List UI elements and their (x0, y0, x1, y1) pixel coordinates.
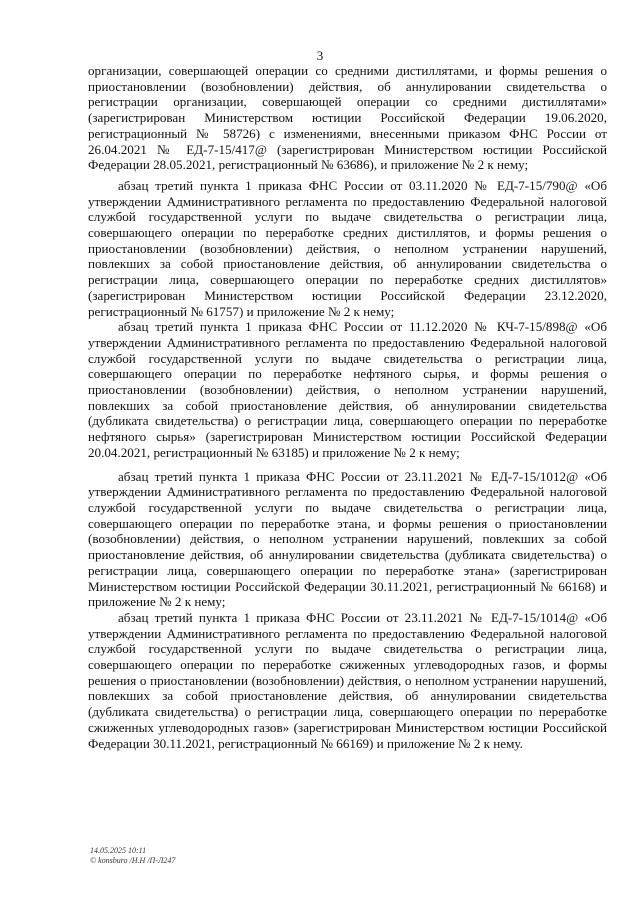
footer-source: © konsburo /Н.Н /П-Л247 (90, 856, 176, 865)
page-number: 3 (316, 48, 324, 63)
footer-timestamp: 14.05.2025 10:11 (90, 846, 147, 855)
paragraph-order-kch-7-15-898: абзац третий пункта 1 приказа ФНС России от 11.12.2020 № КЧ-7-15/898@ «Об утверждении Административного регламента по предоставлению Федеральной налоговой службой государственной услуги по выдаче свидетельства о регистрации лица, совершающего операции по переработке нефтяного сырья, и формы решения о приостановлении (возобновлении) действия, о неполном устранении нарушений, повлекших за собой приостановление действия, об аннулировании свидетельства (дубликата свидетельства) о регистрации лица, совершающего операции по переработке нефтяного сырья» (зарегистрирован Министерством юстиции Российской Федерации 20.04.2021, регистрационный № 63185) и приложение № 2 к нему; (88, 319, 607, 460)
paragraph-continuation: организации, совершающей операции со средними дистиллятами, и формы решения о приостановлении (возобновлении) действия, об аннулировании свидетельства о регистрации организации, совершающей операции со средними дистиллятами» (зарегистрирован Министерством юстиции Российской Федерации 19.06.2020, регистрационный № 58726) с изменениями, внесенными приказом ФНС России от 26.04.2021 № ЕД-7-15/417@ (зарегистрирован Министерством юстиции Российской Федерации 28.05.2021, регистрационный № 63686), и приложение № 2 к нему; (88, 63, 607, 173)
document-body (88, 63, 607, 751)
paragraph-order-ed-7-15-1012: абзац третий пункта 1 приказа ФНС России от 23.11.2021 № ЕД-7-15/1012@ «Об утверждении Административного регламента по предоставлению Федеральной налоговой службой государственной услуги по выдаче свидетельства о регистрации лица, совершающего операции по переработке этана, и формы решения о приостановлении (возобновлении) действия, о неполном устранении нарушений, повлекших за собой приостановление действия, об аннулировании свидетельства (дубликата свидетельства) о регистрации лица, совершающего операции по переработке этана» (зарегистрирован Министерством юстиции Российской Федерации 30.11.2021, регистрационный № 66168) и приложение № 2 к нему; (88, 468, 607, 610)
paragraph-order-ed-7-15-790: абзац третий пункта 1 приказа ФНС России от 03.11.2020 № ЕД-7-15/790@ «Об утверждении Административного регламента по предоставлению Федеральной налоговой службой государственной услуги по выдаче свидетельства о регистрации лица, совершающего операции по переработке средних дистиллятов, и формы решения о приостановлении (возобновлении) действия, о неполном устранении нарушений, повлекших за собой приостановление действия, об аннулировании свидетельства о регистрации лица, совершающего операции по переработке средних дистиллятов» (зарегистрирован Министерством юстиции Российской Федерации 23.12.2020, регистрационный № 61757) и приложение № 2 к нему; (88, 177, 607, 319)
print-stamp-footer (90, 846, 175, 866)
paragraph-order-ed-7-15-1014: абзац третий пункта 1 приказа ФНС России от 23.11.2021 № ЕД-7-15/1014@ «Об утверждении Административного регламента по предоставлению Федеральной налоговой службой государственной услуги по выдаче свидетельства о регистрации лица, совершающего операции по переработке сжиженных углеводородных газов, и формы решения о приостановлении (возобновлении) действия, о неполном устранении нарушений, повлекших за собой приостановление действия, об аннулировании свидетельства (дубликата свидетельства) о регистрации лица, совершающего операции по переработке сжиженных углеводородных газов» (зарегистрирован Министерством юстиции Российской Федерации 30.11.2021, регистрационный № 66169) и приложение № 2 к нему. (88, 609, 607, 751)
